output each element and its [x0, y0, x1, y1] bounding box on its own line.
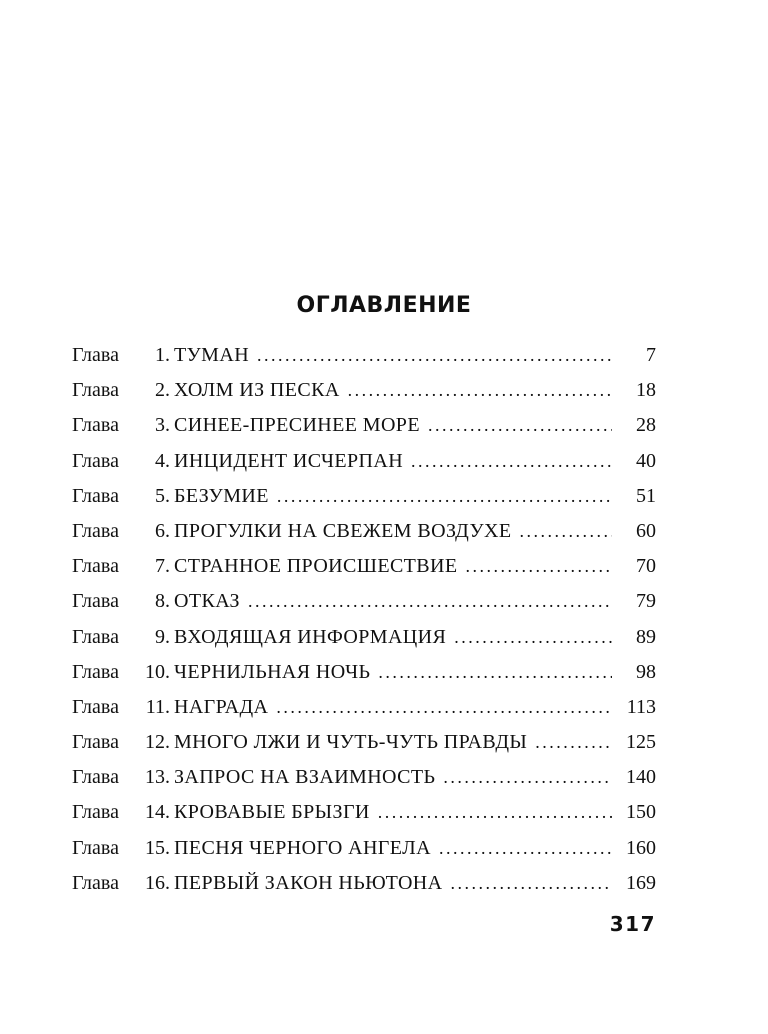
- dot-leader: [257, 338, 612, 373]
- toc-entry[interactable]: [72, 373, 656, 408]
- chapter-label: Глава: [72, 836, 119, 859]
- page-number: 140: [626, 766, 656, 789]
- chapter-title: СИНЕЕ-ПРЕСИНЕЕ МОРЕ: [174, 414, 420, 437]
- chapter-number: 3.: [155, 414, 170, 437]
- chapter-label: Глава: [72, 625, 119, 648]
- chapter-number: 9.: [155, 625, 170, 648]
- chapter-label: Глава: [72, 484, 119, 507]
- dot-leader: [276, 690, 612, 725]
- chapter-label: Глава: [72, 344, 119, 366]
- toc-entry[interactable]: [72, 514, 656, 549]
- dot-leader: [411, 444, 612, 479]
- dot-leader: [450, 866, 612, 901]
- page-number: 60: [636, 519, 656, 542]
- chapter-number: 13.: [145, 766, 170, 789]
- chapter-label: Глава: [72, 449, 119, 472]
- chapter-title: ВХОДЯЩАЯ ИНФОРМАЦИЯ: [174, 625, 447, 648]
- page-number: 160: [626, 836, 656, 859]
- page-number: 125: [626, 731, 656, 754]
- dot-leader: [439, 831, 612, 866]
- chapter-label: Глава: [72, 766, 119, 789]
- page-number: 18: [636, 379, 656, 402]
- chapter-label: Глава: [72, 414, 119, 437]
- chapter-title: ЗАПРОС НА ВЗАИМНОСТЬ: [174, 766, 436, 789]
- chapter-number: 7.: [155, 555, 170, 578]
- chapter-number: 5.: [155, 484, 170, 507]
- toc-entry[interactable]: [72, 479, 656, 514]
- toc-entry[interactable]: [72, 760, 656, 795]
- dot-leader: [519, 514, 612, 549]
- toc-entry[interactable]: [72, 866, 656, 901]
- page-number: 79: [636, 590, 656, 613]
- toc-entry[interactable]: [72, 408, 656, 443]
- dot-leader: [454, 620, 612, 655]
- dot-leader: [466, 549, 613, 584]
- toc-entry[interactable]: [72, 831, 656, 866]
- page-number: 113: [626, 695, 656, 718]
- dot-leader: [428, 408, 612, 443]
- chapter-number: 10.: [145, 660, 170, 683]
- page-number: 150: [626, 801, 656, 824]
- toc-entry[interactable]: [72, 690, 656, 725]
- chapter-label: Глава: [72, 519, 119, 542]
- table-of-contents: [72, 338, 656, 901]
- toc-entry[interactable]: [72, 444, 656, 479]
- page-number: 40: [636, 449, 656, 472]
- page-number: 7: [646, 344, 656, 366]
- chapter-label: Глава: [72, 555, 119, 578]
- page-number: 28: [636, 414, 656, 437]
- toc-entry[interactable]: [72, 620, 656, 655]
- page-number: 70: [636, 555, 656, 578]
- chapter-label: Глава: [72, 660, 119, 683]
- chapter-number: 11.: [145, 695, 170, 718]
- chapter-label: Глава: [72, 379, 119, 402]
- page-number: 51: [636, 484, 656, 507]
- toc-entry[interactable]: [72, 655, 656, 690]
- chapter-label: Глава: [72, 731, 119, 754]
- dot-leader: [248, 584, 612, 619]
- chapter-number: 15.: [145, 836, 170, 859]
- chapter-title: ИНЦИДЕНТ ИСЧЕРПАН: [174, 449, 404, 472]
- page-number: 169: [626, 871, 656, 894]
- dot-leader: [378, 655, 612, 690]
- chapter-title: НАГРАДА: [174, 695, 269, 718]
- dot-leader: [277, 479, 612, 514]
- toc-entry[interactable]: [72, 338, 656, 373]
- chapter-label: Глава: [72, 695, 119, 718]
- page-number: 98: [636, 660, 656, 683]
- chapter-title: ПРОГУЛКИ НА СВЕЖЕМ ВОЗДУХЕ: [174, 519, 512, 542]
- chapter-title: ПЕРВЫЙ ЗАКОН НЬЮТОНА: [174, 871, 443, 894]
- chapter-number: 14.: [145, 801, 170, 824]
- chapter-title: ТУМАН: [174, 344, 250, 366]
- toc-entry[interactable]: [72, 725, 656, 760]
- chapter-title: ОТКАЗ: [174, 590, 240, 613]
- chapter-title: ЧЕРНИЛЬНАЯ НОЧЬ: [174, 660, 371, 683]
- chapter-number: 6.: [155, 519, 170, 542]
- dot-leader: [378, 795, 612, 830]
- chapter-number: 2.: [155, 379, 170, 402]
- chapter-label: Глава: [72, 871, 119, 894]
- page-number: 89: [636, 625, 656, 648]
- chapter-title: БЕЗУМИЕ: [174, 484, 269, 507]
- chapter-title: ПЕСНЯ ЧЕРНОГО АНГЕЛА: [174, 836, 431, 859]
- chapter-title: ХОЛМ ИЗ ПЕСКА: [174, 379, 340, 402]
- chapter-number: 16.: [145, 871, 170, 894]
- chapter-number: 12.: [145, 731, 170, 754]
- dot-leader: [535, 725, 612, 760]
- toc-entry[interactable]: [72, 584, 656, 619]
- toc-entry[interactable]: [72, 549, 656, 584]
- chapter-number: 1.: [155, 344, 170, 366]
- dot-leader: [443, 760, 612, 795]
- chapter-number: 4.: [155, 449, 170, 472]
- chapter-label: Глава: [72, 590, 119, 613]
- chapter-title: МНОГО ЛЖИ И ЧУТЬ-ЧУТЬ ПРАВДЫ: [174, 731, 528, 754]
- chapter-title: СТРАННОЕ ПРОИСШЕСТВИЕ: [174, 555, 458, 578]
- chapter-title: КРОВАВЫЕ БРЫЗГИ: [174, 801, 370, 824]
- chapter-label: Глава: [72, 801, 119, 824]
- chapter-number: 8.: [155, 590, 170, 613]
- toc-entry[interactable]: [72, 795, 656, 830]
- dot-leader: [348, 373, 612, 408]
- page-title: ОГЛАВЛЕНИЕ: [296, 293, 472, 318]
- folio-page-number: 317: [609, 912, 656, 936]
